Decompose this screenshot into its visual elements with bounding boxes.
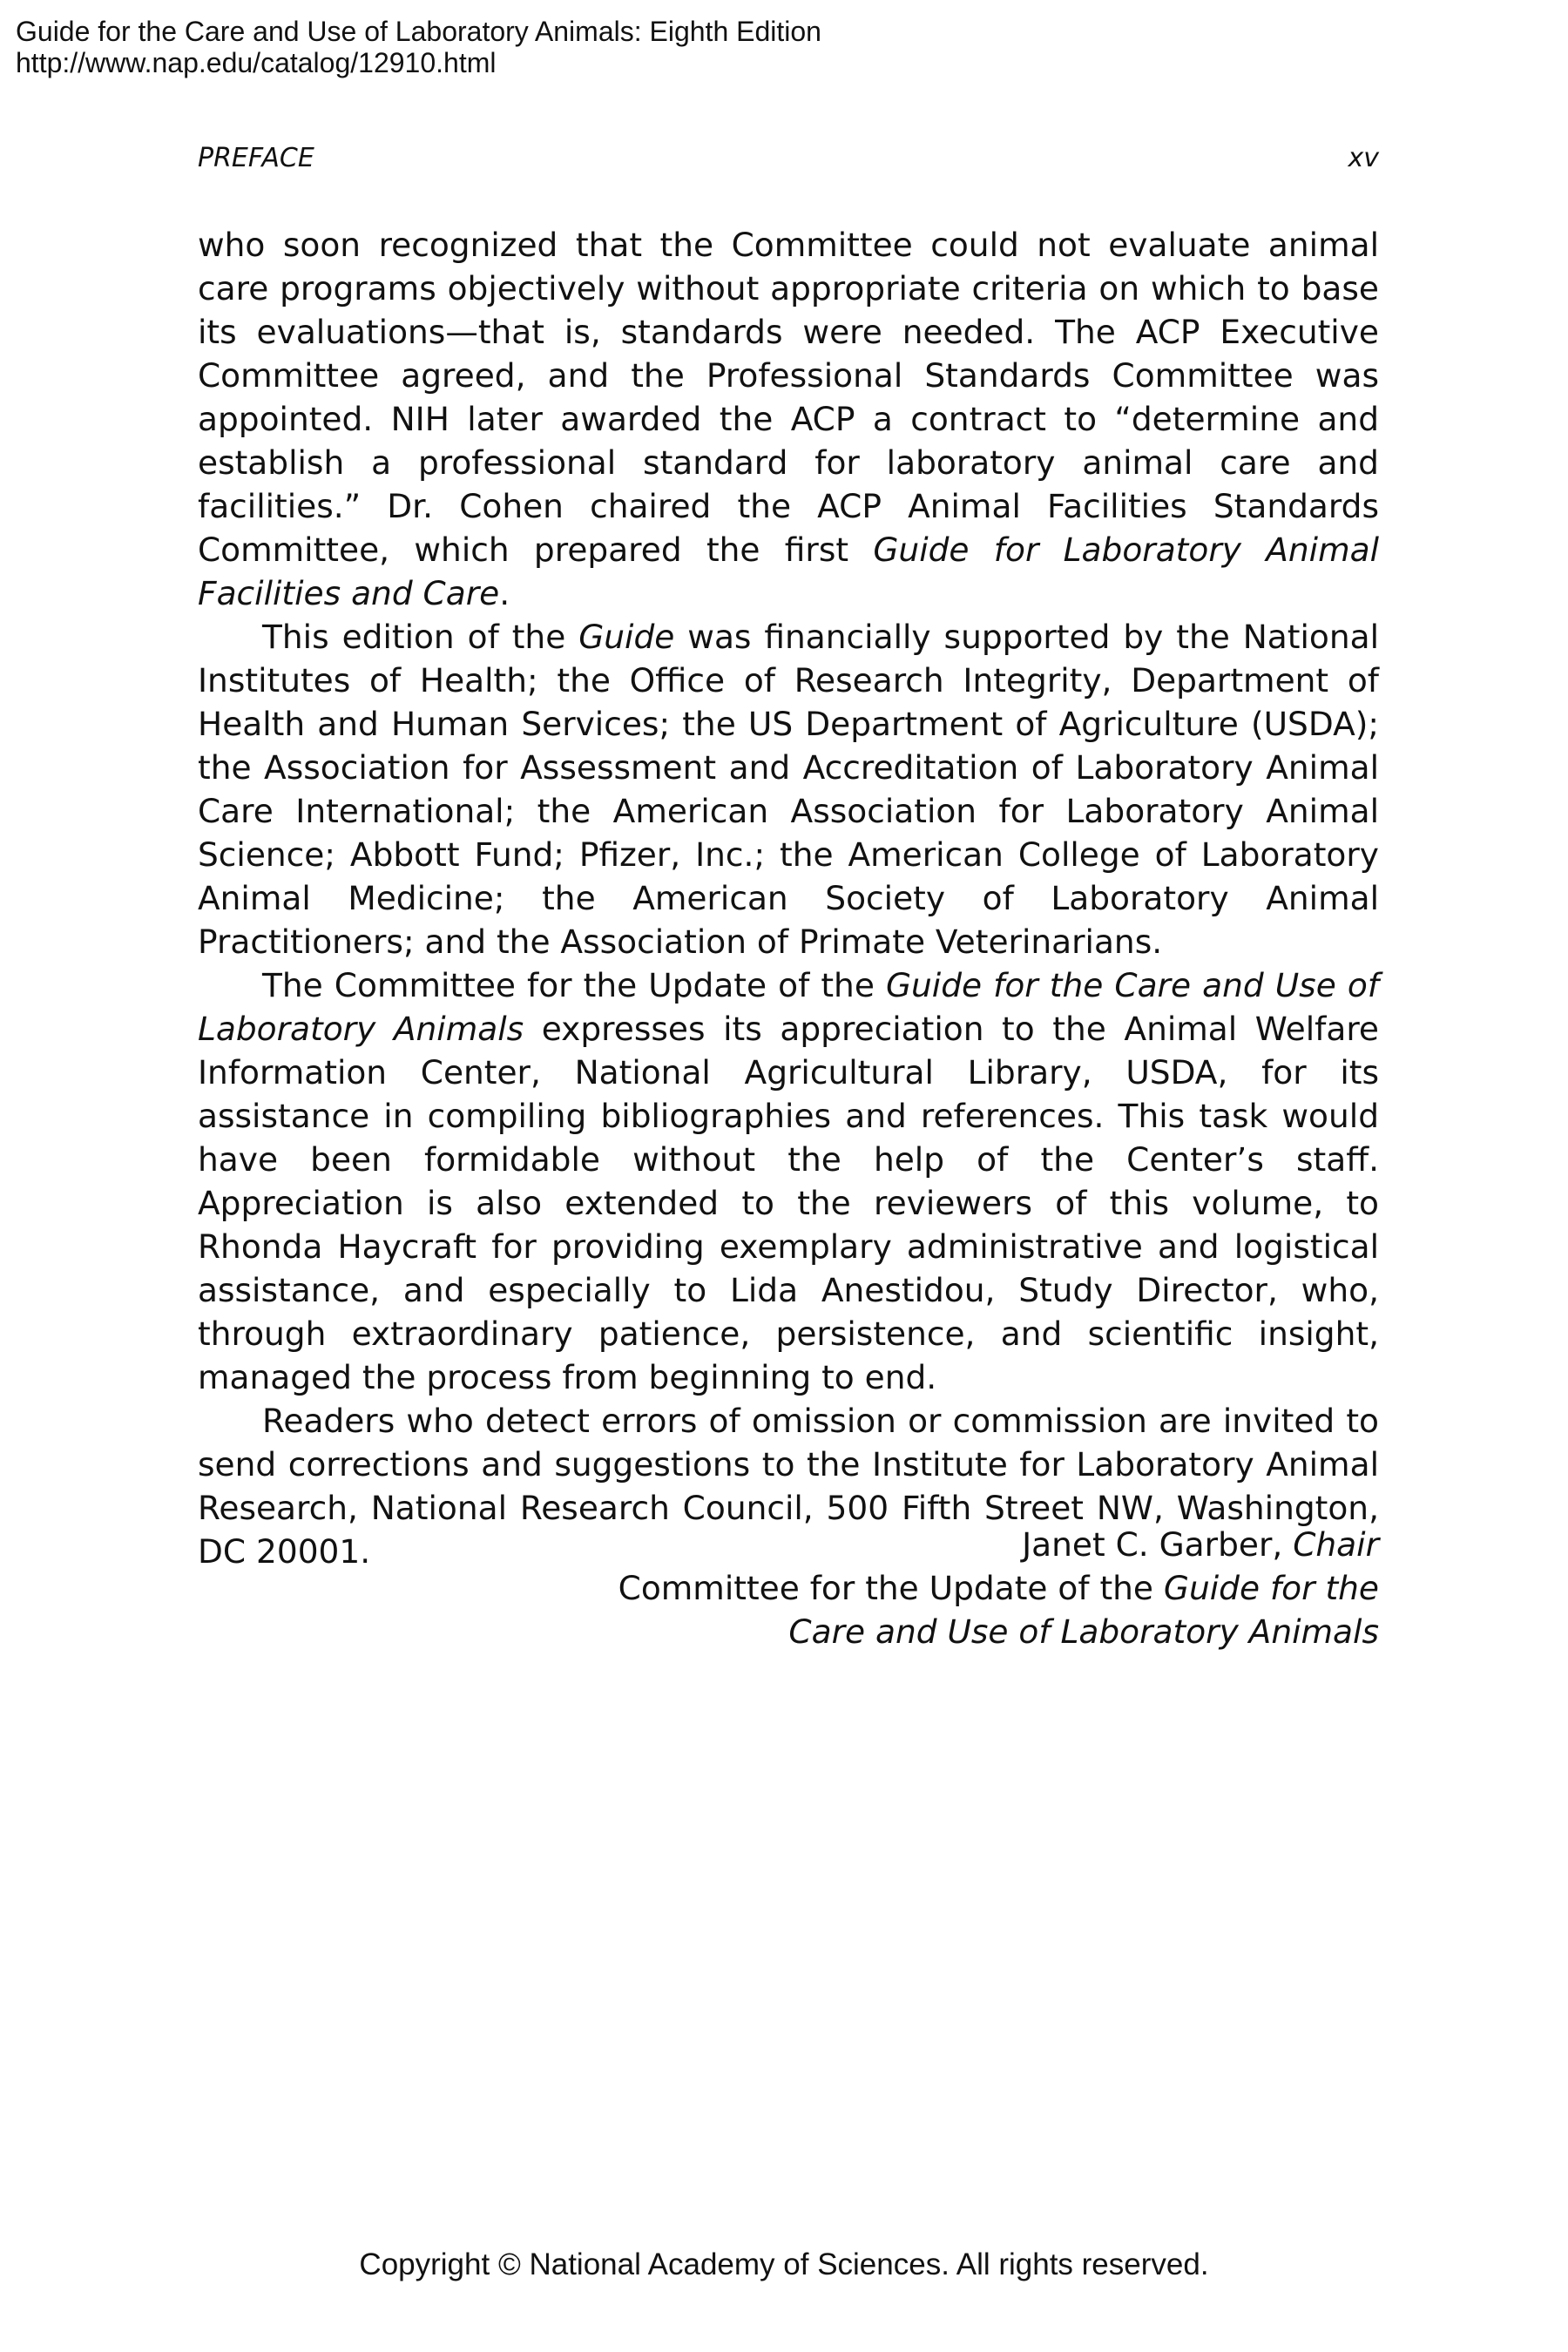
signature-role: Chair (1293, 1525, 1379, 1564)
signature-block (523, 1523, 1379, 1653)
signature-line-2 (523, 1566, 1379, 1610)
running-head-section: PREFACE (198, 143, 314, 173)
paragraph-1-title-italic: Guide for Laboratory Animal Facilities and Care (198, 531, 1379, 612)
paragraph-1-end: . (499, 574, 510, 612)
signature-name: Janet C. Garber, (1022, 1525, 1294, 1564)
paragraph-1-text: who soon recognized that the Committee could not evaluate animal care programs objectively without appropriate criteria on which to base its evaluations—that is, standards were needed. The ACP Executive Committee agreed, and the Professional Standards Committee was appointed. NIH later awarded the ACP a contract to “determine and establish a professional standard for laboratory animal care and facilities.” Dr. Cohen chaired the ACP Animal Facilities Standards Committee, which prepared the first (198, 226, 1379, 569)
signature-guide-title-part-1: Guide for the (1163, 1569, 1379, 1607)
page-number: xv (1348, 143, 1379, 173)
copyright-footer: Copyright © National Academy of Sciences. All rights reserved. (359, 2247, 1209, 2281)
paragraph-2 (198, 615, 1379, 963)
paragraph-2-guide-italic: Guide (578, 618, 675, 656)
source-url[interactable]: http://www.nap.edu/catalog/12910.html (16, 47, 497, 78)
paragraph-1 (198, 223, 1379, 615)
paragraph-3 (198, 963, 1379, 1399)
paragraph-2-text-start: This edition of the (262, 618, 579, 656)
signature-guide-title-part-2: Care and Use of Laboratory Animals (788, 1612, 1379, 1651)
preface-body (198, 223, 1379, 1573)
source-title: Guide for the Care and Use of Laboratory Animals: Eighth Edition (16, 16, 821, 47)
paragraph-3-text: expresses its appreciation to the Animal Welfare Information Center, National Agricultural Library, USDA, for its assistance in compiling bibliographies and references. This task would have been formidable without the help of the Center’s staff. Appreciation is also extended to the reviewers of this volume, to Rhonda Haycraft for providing exemplary administrative and logistical assistance, and especially to Lida Anestidou, Study Director, who, through extraordinary patience, persistence, and scientific insight, managed the process from beginning to end. (198, 1010, 1379, 1396)
source-header (16, 16, 821, 78)
paragraph-3-title-italic: Guide for the Care and Use of Laboratory Animals (198, 966, 1379, 1048)
signature-line-3 (523, 1610, 1379, 1653)
signature-committee: Committee for the Update of the (618, 1569, 1164, 1607)
signature-line-1 (523, 1523, 1379, 1566)
paragraph-3-text-start: The Committee for the Update of the (262, 966, 886, 1004)
paragraph-2-text: was financially supported by the National Institutes of Health; the Office of Research Integrity, Department of Health and Human Services; the US Department of Agriculture (USDA); the Association for Assessment and Accreditation of Laboratory Animal Care International; the American Association for Laboratory Animal Science; Abbott Fund; Pfizer, Inc.; the American College of Laboratory Animal Medicine; the American Society of Laboratory Animal Practitioners; and the Association of Primate Veterinarians. (198, 618, 1380, 961)
paragraph-4-text: Readers who detect errors of omission or commission are invited to send corrections and suggestions to the Institute for Laboratory Animal Research, National Research Council, 500 Fifth Street NW, Washington, DC 20001. (198, 1402, 1379, 1571)
running-head (198, 139, 1379, 178)
